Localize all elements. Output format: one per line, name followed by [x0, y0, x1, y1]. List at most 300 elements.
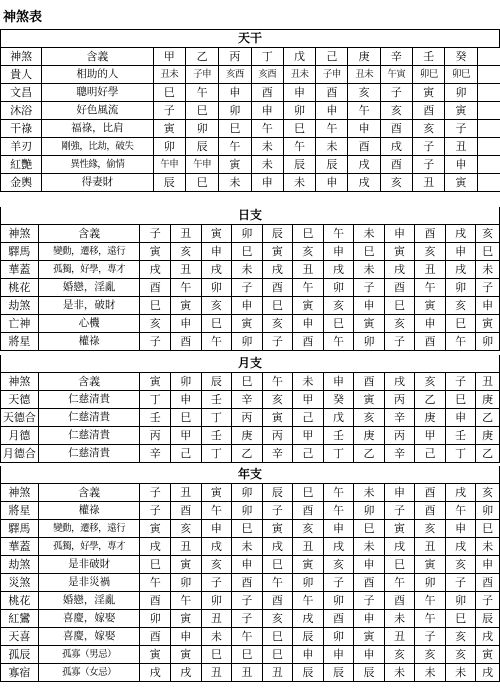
value-cell: 午	[251, 120, 283, 138]
value-cell: 戌	[384, 261, 415, 279]
value-cell: 午	[262, 574, 293, 592]
column-header: 午	[323, 484, 354, 502]
value-cell: 巳	[153, 84, 185, 102]
column-header: 卯	[232, 484, 263, 502]
column-header: 未	[354, 225, 385, 243]
column-header: 含義	[38, 484, 140, 502]
value-cell: 辰	[316, 156, 348, 174]
shensha-name: 桃花	[1, 279, 39, 297]
value-cell: 申	[445, 409, 476, 427]
shensha-meaning: 孤寡（女忌）	[38, 664, 140, 682]
column-header: 丑	[171, 484, 202, 502]
value-cell: 未	[232, 538, 263, 556]
value-cell: 申	[171, 391, 202, 409]
column-header: 神煞	[1, 48, 42, 66]
value-cell: 子	[384, 333, 415, 351]
blank-cell	[477, 156, 499, 174]
shensha-name: 天德合	[1, 409, 39, 427]
value-cell: 巳	[354, 520, 385, 538]
value-cell: 辰	[185, 138, 218, 156]
column-header: 巳	[293, 225, 324, 243]
value-cell: 申	[316, 102, 348, 120]
value-cell: 壬	[201, 427, 232, 445]
shensha-meaning: 剛強，比劫，破失	[42, 138, 153, 156]
shensha-name: 紅艷	[1, 156, 42, 174]
value-cell: 辛	[262, 445, 293, 463]
value-cell: 未	[445, 664, 476, 682]
blank-cell	[477, 174, 499, 192]
value-cell: 卯	[232, 502, 263, 520]
column-header: 寅	[201, 225, 232, 243]
value-cell: 寅	[232, 315, 263, 333]
value-cell: 未	[476, 261, 500, 279]
value-cell: 丙	[384, 427, 415, 445]
value-cell: 未	[219, 174, 251, 192]
value-cell: 寅	[171, 646, 202, 664]
value-cell: 亥	[293, 243, 324, 261]
shensha-name: 劫煞	[1, 556, 39, 574]
value-cell: 辛	[232, 391, 263, 409]
value-cell: 乙	[476, 409, 500, 427]
shensha-name: 驛馬	[1, 243, 39, 261]
value-cell: 壬	[140, 409, 171, 427]
value-cell: 申	[201, 243, 232, 261]
value-cell: 卯	[171, 574, 202, 592]
shensha-name: 華蓋	[1, 261, 39, 279]
value-cell: 巳	[232, 520, 263, 538]
shensha-name: 災煞	[1, 574, 39, 592]
shensha-meaning: 喜慶，嫁娶	[38, 628, 140, 646]
value-cell: 亥	[415, 243, 446, 261]
value-cell: 巳	[201, 646, 232, 664]
shensha-name: 桃花	[1, 592, 39, 610]
column-header: 巳	[232, 373, 263, 391]
value-cell: 巳	[262, 646, 293, 664]
value-cell: 亥	[262, 391, 293, 409]
value-cell: 乙	[476, 445, 500, 463]
value-cell: 申	[293, 646, 324, 664]
value-cell: 未	[384, 610, 415, 628]
value-cell: 午	[171, 279, 202, 297]
value-cell: 卯	[201, 279, 232, 297]
value-cell: 戌	[293, 610, 324, 628]
value-cell: 庚	[476, 427, 500, 445]
value-cell: 寅	[219, 156, 251, 174]
value-cell: 午	[323, 502, 354, 520]
shensha-meaning: 孤寡（男忌）	[38, 646, 140, 664]
value-cell: 巳	[185, 174, 218, 192]
value-cell: 申	[323, 646, 354, 664]
value-cell: 午寅	[380, 66, 412, 84]
section-heading: 日支	[1, 207, 500, 225]
shensha-meaning: 仁慈清貴	[38, 427, 140, 445]
value-cell: 午	[384, 574, 415, 592]
value-cell: 亥	[415, 520, 446, 538]
shensha-name: 寡宿	[1, 664, 39, 682]
value-cell: 寅	[384, 243, 415, 261]
value-cell: 卯	[283, 102, 315, 120]
blank-cell	[477, 66, 499, 84]
shensha-meaning: 變動，遷移，遠行	[38, 243, 140, 261]
value-cell: 未	[476, 538, 500, 556]
page-title: 神煞表	[3, 10, 43, 25]
column-header-row	[1, 484, 500, 502]
value-cell: 亥	[293, 520, 324, 538]
value-cell: 申	[171, 315, 202, 333]
value-cell: 戌	[140, 261, 171, 279]
value-cell: 丁	[445, 445, 476, 463]
value-cell: 丑未	[283, 66, 315, 84]
value-cell: 壬	[201, 391, 232, 409]
value-cell: 戌	[476, 664, 500, 682]
value-cell: 戌	[171, 664, 202, 682]
value-cell: 亥	[262, 610, 293, 628]
value-cell: 子申	[185, 66, 218, 84]
blank-cell	[477, 48, 499, 66]
table-row	[1, 538, 500, 556]
column-header: 未	[293, 373, 324, 391]
table-row	[1, 391, 500, 409]
shensha-meaning: 得妻財	[42, 174, 153, 192]
value-cell: 寅	[413, 84, 445, 102]
value-cell: 卯	[323, 592, 354, 610]
value-cell: 丑	[232, 664, 263, 682]
shensha-name: 驛馬	[1, 520, 39, 538]
column-header: 酉	[415, 484, 446, 502]
value-cell: 寅	[262, 409, 293, 427]
value-cell: 亥	[415, 646, 446, 664]
value-cell: 申	[354, 556, 385, 574]
shensha-name: 天喜	[1, 628, 39, 646]
value-cell: 申	[232, 556, 263, 574]
value-cell: 午	[445, 502, 476, 520]
blank-cell	[477, 84, 499, 102]
value-cell: 酉	[413, 102, 445, 120]
value-cell: 戌	[140, 664, 171, 682]
section-heading-row	[1, 30, 500, 48]
value-cell: 酉	[251, 84, 283, 102]
value-cell: 申	[445, 243, 476, 261]
value-cell: 巳	[185, 102, 218, 120]
section-heading: 年支	[1, 466, 500, 484]
value-cell: 亥	[445, 646, 476, 664]
value-cell: 乙	[415, 391, 446, 409]
value-cell: 午	[201, 333, 232, 351]
value-cell: 午申	[185, 156, 218, 174]
value-cell: 申	[476, 297, 500, 315]
column-header-row	[1, 225, 500, 243]
value-cell: 酉	[415, 502, 446, 520]
blank-cell	[477, 102, 499, 120]
shensha-meaning: 福祿，比肩	[42, 120, 153, 138]
value-cell: 辛	[140, 445, 171, 463]
value-cell: 子	[354, 279, 385, 297]
value-cell: 卯	[476, 333, 500, 351]
shensha-meaning: 仁慈清貴	[38, 445, 140, 463]
table-row	[1, 409, 500, 427]
value-cell: 亥	[348, 84, 380, 102]
value-cell: 戌	[201, 538, 232, 556]
column-header: 午	[323, 225, 354, 243]
table-row	[1, 243, 500, 261]
shensha-name: 華蓋	[1, 538, 39, 556]
value-cell: 丁	[201, 409, 232, 427]
value-cell: 寅	[354, 391, 385, 409]
table-row	[1, 556, 500, 574]
value-cell: 寅	[476, 646, 500, 664]
value-cell: 未	[251, 138, 283, 156]
value-cell: 丑	[171, 261, 202, 279]
value-cell: 戌	[348, 174, 380, 192]
section-table-3	[0, 466, 500, 682]
section-heading: 天干	[1, 30, 500, 48]
value-cell: 申	[476, 556, 500, 574]
column-header: 壬	[413, 48, 445, 66]
column-header: 辰	[201, 373, 232, 391]
column-header: 午	[262, 373, 293, 391]
value-cell: 午	[140, 574, 171, 592]
value-cell: 亥酉	[251, 66, 283, 84]
value-cell: 卯	[323, 628, 354, 646]
shensha-meaning: 好色風流	[42, 102, 153, 120]
value-cell: 辰	[323, 664, 354, 682]
value-cell: 庚	[476, 391, 500, 409]
value-cell: 寅	[415, 556, 446, 574]
value-cell: 巳	[140, 297, 171, 315]
value-cell: 甲	[171, 427, 202, 445]
blank-cell	[477, 138, 499, 156]
column-header: 丑	[171, 225, 202, 243]
value-cell: 戌	[380, 138, 412, 156]
value-cell: 酉	[354, 574, 385, 592]
value-cell: 辰	[354, 664, 385, 682]
value-cell: 壬	[445, 427, 476, 445]
column-header: 子	[140, 225, 171, 243]
value-cell: 子	[384, 502, 415, 520]
value-cell: 己	[293, 445, 324, 463]
value-cell: 寅	[262, 243, 293, 261]
value-cell: 午	[445, 333, 476, 351]
value-cell: 寅	[293, 297, 324, 315]
value-cell: 午申	[153, 156, 185, 174]
value-cell: 戌	[140, 538, 171, 556]
shensha-meaning: 婚戀，淫亂	[38, 592, 140, 610]
value-cell: 戌	[445, 538, 476, 556]
value-cell: 丑	[171, 538, 202, 556]
value-cell: 丑未	[153, 66, 185, 84]
value-cell: 酉	[380, 156, 412, 174]
value-cell: 巳	[171, 409, 202, 427]
value-cell: 酉	[232, 574, 263, 592]
section-table-0	[0, 30, 500, 192]
value-cell: 巳	[232, 243, 263, 261]
column-header: 酉	[354, 373, 385, 391]
value-cell: 巳	[140, 556, 171, 574]
column-header: 癸	[445, 48, 477, 66]
column-header: 含義	[38, 373, 140, 391]
value-cell: 丙	[140, 427, 171, 445]
value-cell: 酉	[380, 120, 412, 138]
value-cell: 卯	[185, 120, 218, 138]
table-row	[1, 66, 500, 84]
table-row	[1, 297, 500, 315]
value-cell: 戊	[323, 409, 354, 427]
column-header: 辛	[380, 48, 412, 66]
value-cell: 卯	[201, 592, 232, 610]
column-header: 戌	[445, 225, 476, 243]
value-cell: 午	[323, 333, 354, 351]
value-cell: 甲	[293, 427, 324, 445]
value-cell: 卯	[153, 138, 185, 156]
shensha-meaning: 權祿	[38, 333, 140, 351]
value-cell: 亥酉	[219, 66, 251, 84]
value-cell: 寅	[384, 520, 415, 538]
value-cell: 亥	[323, 297, 354, 315]
value-cell: 巳	[354, 243, 385, 261]
value-cell: 巳	[262, 628, 293, 646]
value-cell: 寅	[445, 102, 477, 120]
value-cell: 子	[262, 502, 293, 520]
value-cell: 亥	[413, 120, 445, 138]
shensha-meaning: 喜慶，嫁娶	[38, 610, 140, 628]
column-header: 丑	[476, 373, 500, 391]
value-cell: 酉	[171, 333, 202, 351]
shensha-meaning: 是非破財	[38, 556, 140, 574]
shensha-meaning: 仁慈清貴	[38, 409, 140, 427]
shensha-name: 紅鸞	[1, 610, 39, 628]
value-cell: 丑	[201, 664, 232, 682]
table-row	[1, 502, 500, 520]
value-cell: 酉	[140, 628, 171, 646]
value-cell: 申	[232, 297, 263, 315]
value-cell: 申	[354, 610, 385, 628]
value-cell: 寅	[293, 556, 324, 574]
value-cell: 未	[316, 138, 348, 156]
value-cell: 戌	[201, 261, 232, 279]
value-cell: 丁	[140, 391, 171, 409]
value-cell: 子	[476, 279, 500, 297]
value-cell: 己	[171, 445, 202, 463]
shensha-meaning: 孤獨，好學，專才	[38, 261, 140, 279]
column-header: 神煞	[1, 225, 39, 243]
value-cell: 卯	[445, 279, 476, 297]
table-row	[1, 445, 500, 463]
value-cell: 酉	[348, 138, 380, 156]
value-cell: 辛	[384, 409, 415, 427]
column-header: 亥	[415, 373, 446, 391]
value-cell: 巳	[384, 297, 415, 315]
shensha-meaning: 是非，破財	[38, 297, 140, 315]
value-cell: 卯	[476, 502, 500, 520]
value-cell: 未	[283, 174, 315, 192]
section-heading-row	[1, 207, 500, 225]
table-row	[1, 610, 500, 628]
value-cell: 寅	[445, 174, 477, 192]
value-cell: 卯巳	[445, 66, 477, 84]
value-cell: 卯	[232, 333, 263, 351]
value-cell: 巳	[201, 315, 232, 333]
value-cell: 申	[445, 520, 476, 538]
value-cell: 申	[293, 315, 324, 333]
value-cell: 庚	[354, 427, 385, 445]
value-cell: 寅	[354, 628, 385, 646]
shensha-name: 天德	[1, 391, 39, 409]
value-cell: 寅	[153, 120, 185, 138]
value-cell: 酉	[262, 279, 293, 297]
shensha-name: 干祿	[1, 120, 42, 138]
column-header: 卯	[232, 225, 263, 243]
value-cell: 亥	[445, 556, 476, 574]
shensha-name: 亡神	[1, 315, 39, 333]
value-cell: 亥	[323, 556, 354, 574]
value-cell: 子	[232, 592, 263, 610]
value-cell: 辰	[293, 628, 324, 646]
value-cell: 午	[415, 592, 446, 610]
column-header: 亥	[476, 484, 500, 502]
shensha-name: 劫煞	[1, 297, 39, 315]
value-cell: 卯	[140, 610, 171, 628]
value-cell: 戌	[476, 628, 500, 646]
value-cell: 午	[348, 102, 380, 120]
column-header: 巳	[293, 484, 324, 502]
value-cell: 午	[171, 592, 202, 610]
value-cell: 亥	[445, 628, 476, 646]
value-cell: 卯	[293, 574, 324, 592]
value-cell: 子	[445, 120, 477, 138]
value-cell: 辰	[476, 610, 500, 628]
value-cell: 丑	[293, 261, 324, 279]
value-cell: 亥	[262, 315, 293, 333]
column-header: 寅	[140, 373, 171, 391]
value-cell: 子	[140, 333, 171, 351]
value-cell: 子	[153, 102, 185, 120]
shensha-meaning: 變動，遷移，遠行	[38, 520, 140, 538]
value-cell: 午	[201, 502, 232, 520]
value-cell: 乙	[232, 445, 263, 463]
table-row	[1, 156, 500, 174]
value-cell: 巳	[323, 315, 354, 333]
value-cell: 戌	[445, 261, 476, 279]
value-cell: 子	[354, 592, 385, 610]
shensha-meaning: 聰明好學	[42, 84, 153, 102]
value-cell: 酉	[415, 333, 446, 351]
value-cell: 酉	[323, 610, 354, 628]
value-cell: 巳	[232, 646, 263, 664]
shensha-meaning: 孤獨，好學，專才	[38, 538, 140, 556]
table-row	[1, 646, 500, 664]
value-cell: 庚	[415, 409, 446, 427]
shensha-name: 孤辰	[1, 646, 39, 664]
value-cell: 卯	[354, 333, 385, 351]
shensha-name: 月德	[1, 427, 39, 445]
value-cell: 午	[232, 628, 263, 646]
table-row	[1, 279, 500, 297]
value-cell: 酉	[262, 592, 293, 610]
value-cell: 丑	[293, 538, 324, 556]
value-cell: 申	[415, 315, 446, 333]
value-cell: 申	[348, 120, 380, 138]
shensha-name: 將星	[1, 333, 39, 351]
value-cell: 未	[232, 261, 263, 279]
value-cell: 亥	[201, 297, 232, 315]
value-cell: 巳	[219, 120, 251, 138]
value-cell: 子	[476, 592, 500, 610]
value-cell: 子	[413, 156, 445, 174]
column-header: 戌	[384, 373, 415, 391]
value-cell: 申	[354, 297, 385, 315]
value-cell: 丑	[445, 138, 477, 156]
value-cell: 寅	[140, 520, 171, 538]
